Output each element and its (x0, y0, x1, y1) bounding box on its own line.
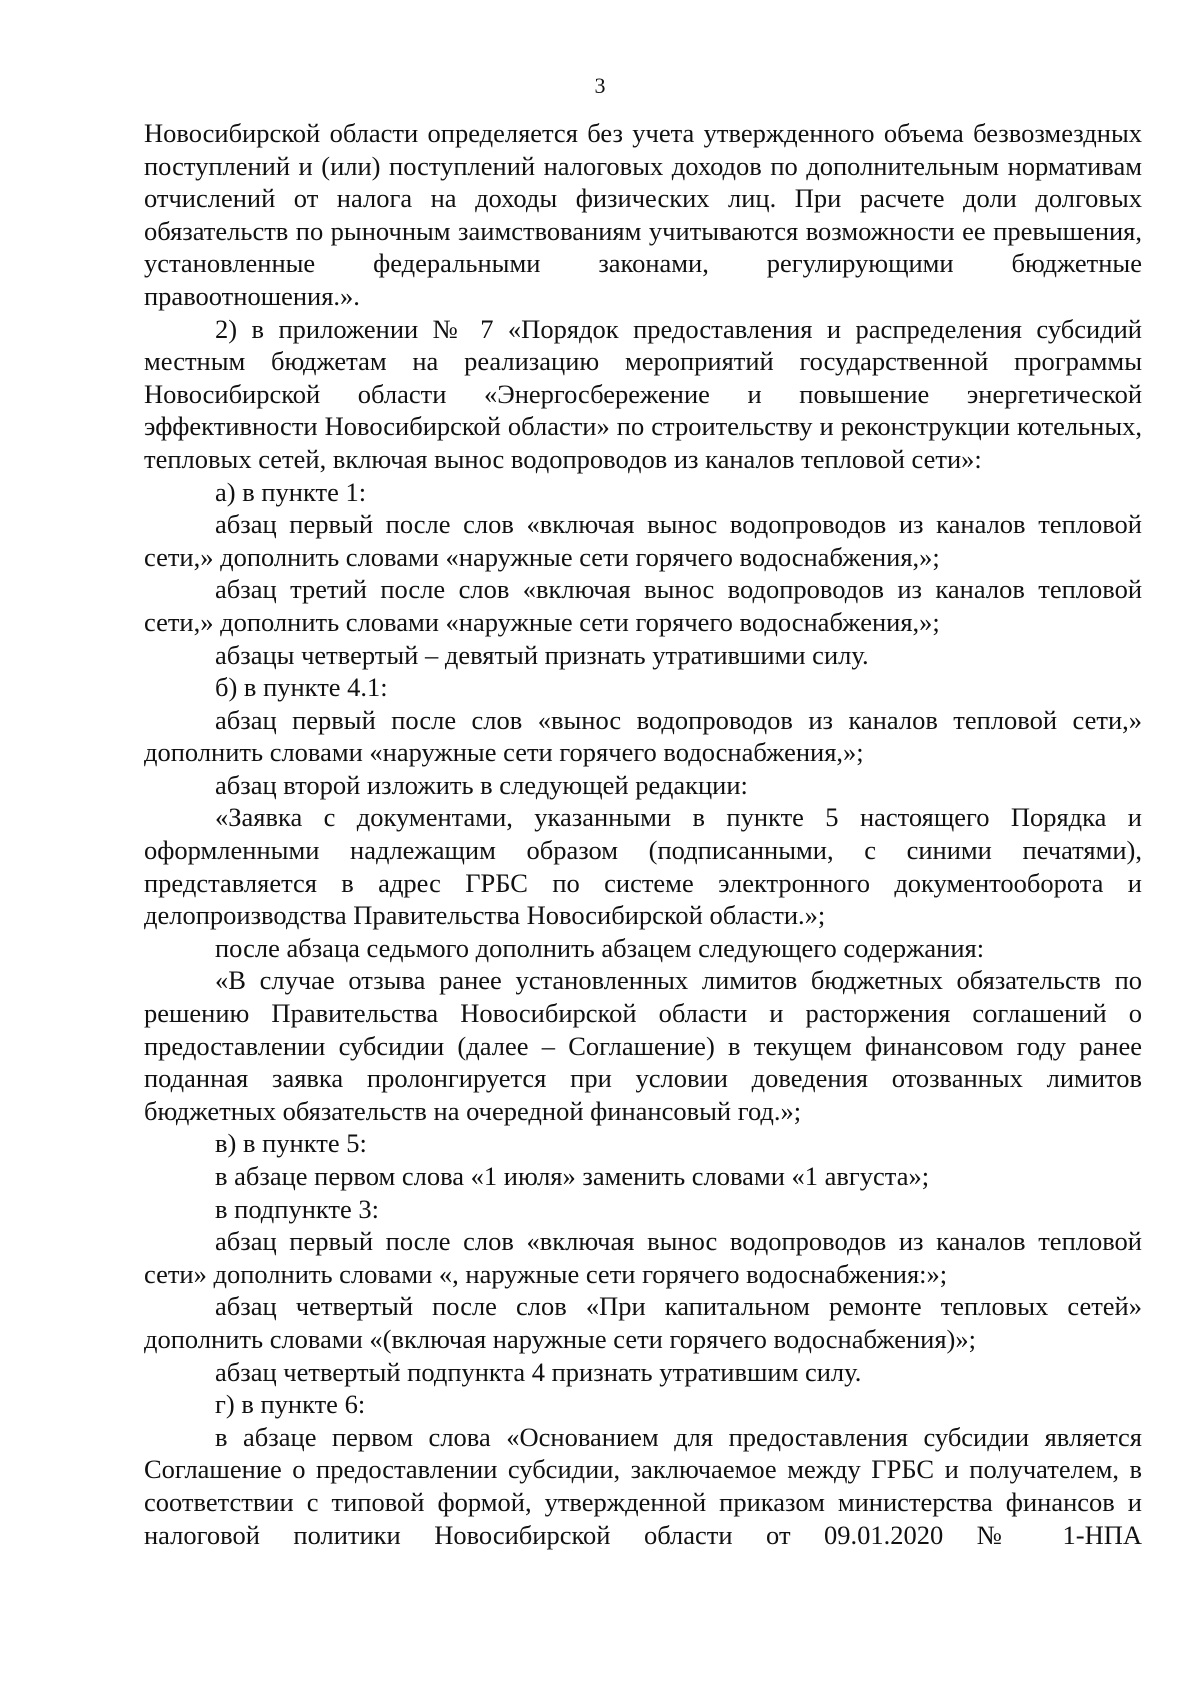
paragraph: абзац первый после слов «включая вынос водопроводов из каналов тепловой сети» дополнить словами «, наружные сети горячего водоснабжения:»; (144, 1226, 1142, 1289)
paragraph-continues-next-page: в абзаце первом слова «Основанием для предоставления субсидии является Соглашение о предоставлении субсидии, заключаемое между ГРБС и получателем, в соответствии с типовой формой, утвержденной приказом министерства финансов и налоговой политики Новосибирской области от 09.01.2020 № 1-НПА (144, 1421, 1142, 1550)
paragraph: абзац третий после слов «включая вынос водопроводов из каналов тепловой сети,» дополнить словами «наружные сети горячего водоснабжения,»; (144, 574, 1142, 637)
paragraph-subitem-a: а) в пункте 1: (215, 476, 367, 507)
paragraph-subitem-v: в) в пункте 5: (215, 1128, 367, 1159)
paragraph: абзац четвертый после слов «При капитальном ремонте тепловых сетей» дополнить словами «(включая наружные сети горячего водоснабжения)»; (144, 1291, 1142, 1354)
paragraph: абзацы четвертый – девятый признать утратившими силу. (215, 639, 869, 670)
paragraph: абзац четвертый подпункта 4 признать утратившим силу. (215, 1356, 862, 1387)
paragraph: в абзаце первом слова «1 июля» заменить словами «1 августа»; (215, 1161, 930, 1191)
paragraph: абзац первый после слов «вынос водопроводов из каналов тепловой сети,» дополнить словами «наружные сети горячего водоснабжения,»; (144, 704, 1142, 768)
page-number: 3 (594, 73, 606, 98)
paragraph-subitem-g: г) в пункте 6: (215, 1389, 366, 1420)
paragraph-quote: «Заявка с документами, указанными в пункте 5 настоящего Порядка и оформленными надлежащим образом (подписанными, с синими печатями), представляется в адрес ГРБС по системе электронного документооборота и делопроизводства Правительства Новосибирской области.»; (144, 802, 1142, 931)
paragraph: абзац второй изложить в следующей редакции: (215, 769, 748, 800)
paragraph-continuation: Новосибирской области определяется без учета утвержденного объема безвозмездных поступлений и (или) поступлений налоговых доходов по дополнительным нормативам отчислений от налога на доходы физических лиц. При расчете доли долговых обязательств по рыночным заимствованиям учитываются возможности ее превышения, установленные федеральными законами, регулирующими бюджетные правоотношения.». (144, 118, 1142, 311)
paragraph: в подпункте 3: (215, 1193, 380, 1224)
paragraph-item-2: 2) в приложении № 7 «Порядок предоставления и распределения субсидий местным бюджетам на реализацию мероприятий государственной программы Новосибирской области «Энергосбережение и повышение энергетической эффективности Новосибирской области» по строительству и реконструкции котельных, тепловых сетей, включая вынос водопроводов из каналов тепловой сети»: (144, 313, 1142, 474)
document-body (144, 117, 1142, 1551)
paragraph-subitem-b: б) в пункте 4.1: (215, 672, 388, 703)
paragraph: абзац первый после слов «включая вынос водопроводов из каналов тепловой сети,» дополнить словами «наружные сети горячего водоснабжения,»; (144, 509, 1142, 572)
paragraph: после абзаца седьмого дополнить абзацем следующего содержания: (215, 932, 985, 963)
paragraph-quote: «В случае отзыва ранее установленных лимитов бюджетных обязательств по решению Правительства Новосибирской области и расторжения соглашений о предоставлении субсидии (далее – Соглашение) в текущем финансовом году ранее поданная заявка пролонгируется при условии доведения отозванных лимитов бюджетных обязательств на очередной финансовый год.»; (144, 965, 1142, 1126)
